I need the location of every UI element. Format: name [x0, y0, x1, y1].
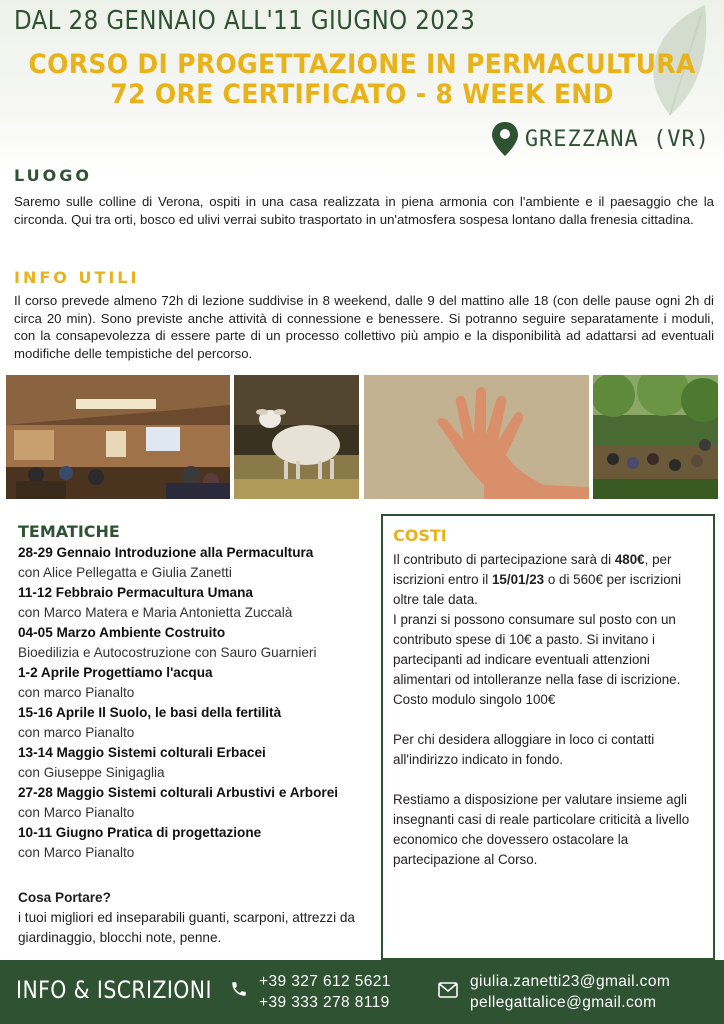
phone-numbers: [259, 971, 391, 1013]
email-addresses: [470, 971, 670, 1013]
topic-item: [18, 743, 378, 783]
support-paragraph: Restiamo a disposizione per valutare insieme agli insegnanti casi di reale particolare criticità a livello economico che dovessero ostacolare la partecipazione al Corso.: [393, 792, 690, 867]
info-text: Il corso prevede almeno 72h di lezione suddivise in 8 weekend, dalle 9 del mattino alle 18 (con delle pause ogni 2h di circa 20 min). Sono previste anche attività di connessione e benessere. Si potranno seguire separatamente i moduli, con la consapevolezza di essere parte di un processo collettivo più ampio e la disponibilità ad adattarsi ad eventuali modifiche delle tempistiche del percorso.: [14, 293, 714, 361]
topic-item: [18, 663, 378, 703]
bring-title: Cosa Portare?: [18, 890, 111, 905]
info-heading: INFO UTILI: [14, 268, 140, 287]
course-subtitle: 72 ORE CERTIFICATO - 8 WEEK END: [110, 79, 614, 110]
topic-title: 04-05 Marzo Ambiente Costruito: [18, 625, 226, 640]
topic-item: [18, 703, 378, 743]
email-2[interactable]: pellegattalice@gmail.com: [470, 994, 657, 1011]
costs-heading: COSTI: [393, 526, 447, 545]
price: 480€: [614, 552, 645, 567]
topic-teacher: con Giuseppe Sinigaglia: [18, 765, 165, 780]
topic-title: 1-2 Aprile Progettiamo l'acqua: [18, 665, 213, 680]
bring-text: i tuoi migliori ed inseparabili guanti, scarponi, attrezzi da giardinaggio, blocchi note, penne.: [18, 910, 355, 945]
topic-teacher: con marco Pianalto: [18, 725, 135, 740]
topic-title: 27-28 Maggio Sistemi colturali Arbustivi e Arborei: [18, 785, 339, 800]
phone-1[interactable]: +39 327 612 5621: [259, 973, 391, 990]
footer: [0, 960, 724, 1024]
costs-text-c: o di 560€ per iscrizioni oltre tale data.: [393, 572, 682, 607]
topic-teacher: con marco Pianalto: [18, 685, 135, 700]
classroom-photo: [6, 375, 230, 499]
course-title: CORSO DI PROGETTAZIONE IN PERMACULTURA: [28, 49, 696, 80]
costs-text-b: , per iscrizioni entro il: [393, 552, 672, 587]
email-1[interactable]: giulia.zanetti23@gmail.com: [470, 973, 671, 990]
deadline-date: 15/01/23: [491, 572, 545, 587]
topic-title: 28-29 Gennaio Introduzione alla Permacultura: [18, 545, 314, 560]
topic-title: 13-14 Maggio Sistemi colturali Erbacei: [18, 745, 266, 760]
topic-item: [18, 543, 378, 583]
luogo-text: Saremo sulle colline di Verona, ospiti in una casa realizzata in piena armonia con l'ambiente e il paesaggio che la circonda. Qui tra orti, bosco ed ulivi verrai subito trasportato in un'atmosfera sospesa lontano dalla frenesia cittadina.: [14, 194, 714, 227]
forest-group-photo: [593, 375, 718, 499]
sheep-photo: [234, 375, 359, 499]
module-price: Costo modulo singolo 100€: [393, 692, 556, 707]
phone-2[interactable]: +39 333 278 8119: [259, 994, 390, 1011]
topic-title: 10-11 Giugno Pratica di progettazione: [18, 825, 262, 840]
topic-teacher: con Marco Pianalto: [18, 805, 135, 820]
lodging-paragraph: Per chi desidera alloggiare in loco ci contatti all'indirizzo indicato in fondo.: [393, 732, 655, 767]
hand-on-wall-photo: [364, 375, 589, 499]
costs-text-a: Il contributo di partecipazione sarà di: [393, 552, 615, 567]
costs-paragraph: [393, 550, 705, 710]
costs-text: [393, 550, 705, 890]
location-label: GREZZANA (VR): [524, 126, 710, 152]
topic-title: 11-12 Febbraio Permacultura Umana: [18, 585, 253, 600]
lunch-text: I pranzi si possono consumare sul posto con un contributo spese di 10€ a pasto. Si invitano i partecipanti ad indicare eventuali attenzioni alimentari od intolleranze nella fase di iscrizione.: [393, 612, 681, 687]
footer-title: INFO & ISCRIZIONI: [16, 976, 212, 1004]
mail-icon: [438, 982, 458, 998]
topics-column: [18, 522, 378, 863]
topic-teacher: Bioedilizia e Autocostruzione con Sauro Guarnieri: [18, 645, 317, 660]
costs-box: [381, 514, 715, 960]
what-to-bring: [18, 888, 378, 948]
topic-item: [18, 783, 378, 823]
topic-item: [18, 623, 378, 663]
map-pin-icon: [491, 121, 519, 157]
topics-heading: TEMATICHE: [18, 522, 120, 541]
topic-teacher: con Marco Pianalto: [18, 845, 135, 860]
topic-teacher: con Alice Pellegatta e Giulia Zanetti: [18, 565, 232, 580]
date-range: DAL 28 GENNAIO ALL'11 GIUGNO 2023: [14, 6, 476, 36]
topic-item: [18, 823, 378, 863]
topic-teacher: con Marco Matera e Maria Antonietta Zuccalà: [18, 605, 293, 620]
location: [491, 121, 710, 157]
luogo-heading: LUOGO: [14, 166, 92, 185]
topic-title: 15-16 Aprile Il Suolo, le basi della fertilità: [18, 705, 282, 720]
topic-item: [18, 583, 378, 623]
phone-icon: [230, 980, 248, 998]
